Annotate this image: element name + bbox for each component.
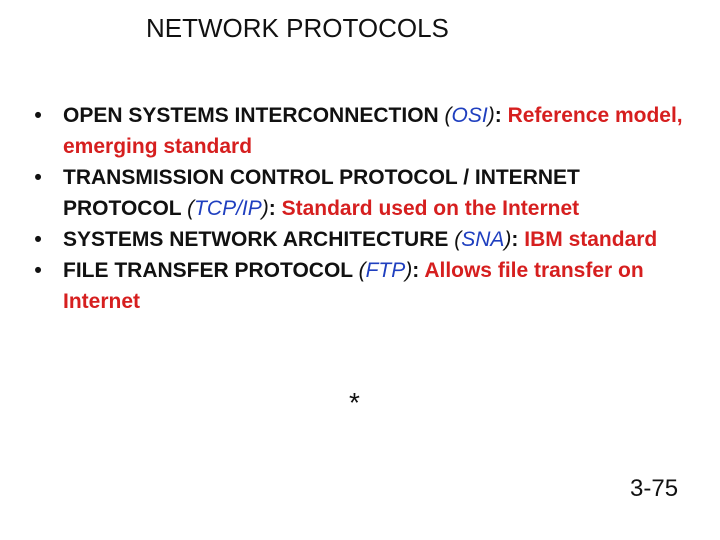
bullet-description: Allows file transfer on Internet — [63, 259, 644, 313]
abbr-paren-close: ) — [261, 197, 269, 220]
bullet-main-text: FILE TRANSFER PROTOCOL — [63, 259, 359, 282]
bullet-colon: : — [494, 104, 508, 127]
bullet-description: Reference model, emerging standard — [63, 104, 683, 158]
abbr-paren-open: ( — [444, 104, 452, 127]
protocol-list — [29, 100, 689, 317]
abbr-paren-open: ( — [187, 197, 195, 220]
abbr-ftp: FTP — [365, 259, 406, 282]
abbr-sna: SNA — [461, 228, 505, 251]
bullet-description: Standard used on the Internet — [281, 197, 580, 220]
bullet-main-text: TRANSMISSION CONTROL PROTOCOL / INTERNET PROTOCOL — [63, 166, 580, 220]
slide-title: NETWORK PROTOCOLS — [146, 13, 449, 43]
abbr-paren-open: ( — [358, 259, 366, 282]
page-number: 3-75 — [630, 475, 679, 502]
abbr-paren-close: ) — [504, 228, 512, 251]
abbr-paren-close: ) — [405, 259, 413, 282]
bullet-colon: : — [412, 259, 425, 282]
bullet-marker: • — [34, 259, 42, 282]
bullet-marker: • — [34, 228, 42, 251]
bullet-colon: : — [268, 197, 282, 220]
abbr-paren-open: ( — [454, 228, 462, 251]
bullet-item-tcpip — [29, 162, 689, 224]
abbr-tcpip: TCP/IP — [194, 197, 262, 220]
bullet-marker: • — [34, 166, 42, 189]
bullet-main-text: SYSTEMS NETWORK ARCHITECTURE — [63, 228, 455, 251]
abbr-paren-close: ) — [487, 104, 495, 127]
bullet-item-ftp — [29, 255, 689, 317]
bullet-item-sna — [29, 224, 689, 255]
abbr-osi: OSI — [451, 104, 488, 127]
asterisk-mark: * — [349, 387, 360, 418]
bullet-main-text: OPEN SYSTEMS INTERCONNECTION — [63, 104, 445, 127]
bullet-item-osi — [29, 100, 689, 162]
bullet-description: IBM standard — [524, 228, 658, 251]
bullet-colon: : — [511, 228, 525, 251]
bullet-marker: • — [34, 104, 42, 127]
